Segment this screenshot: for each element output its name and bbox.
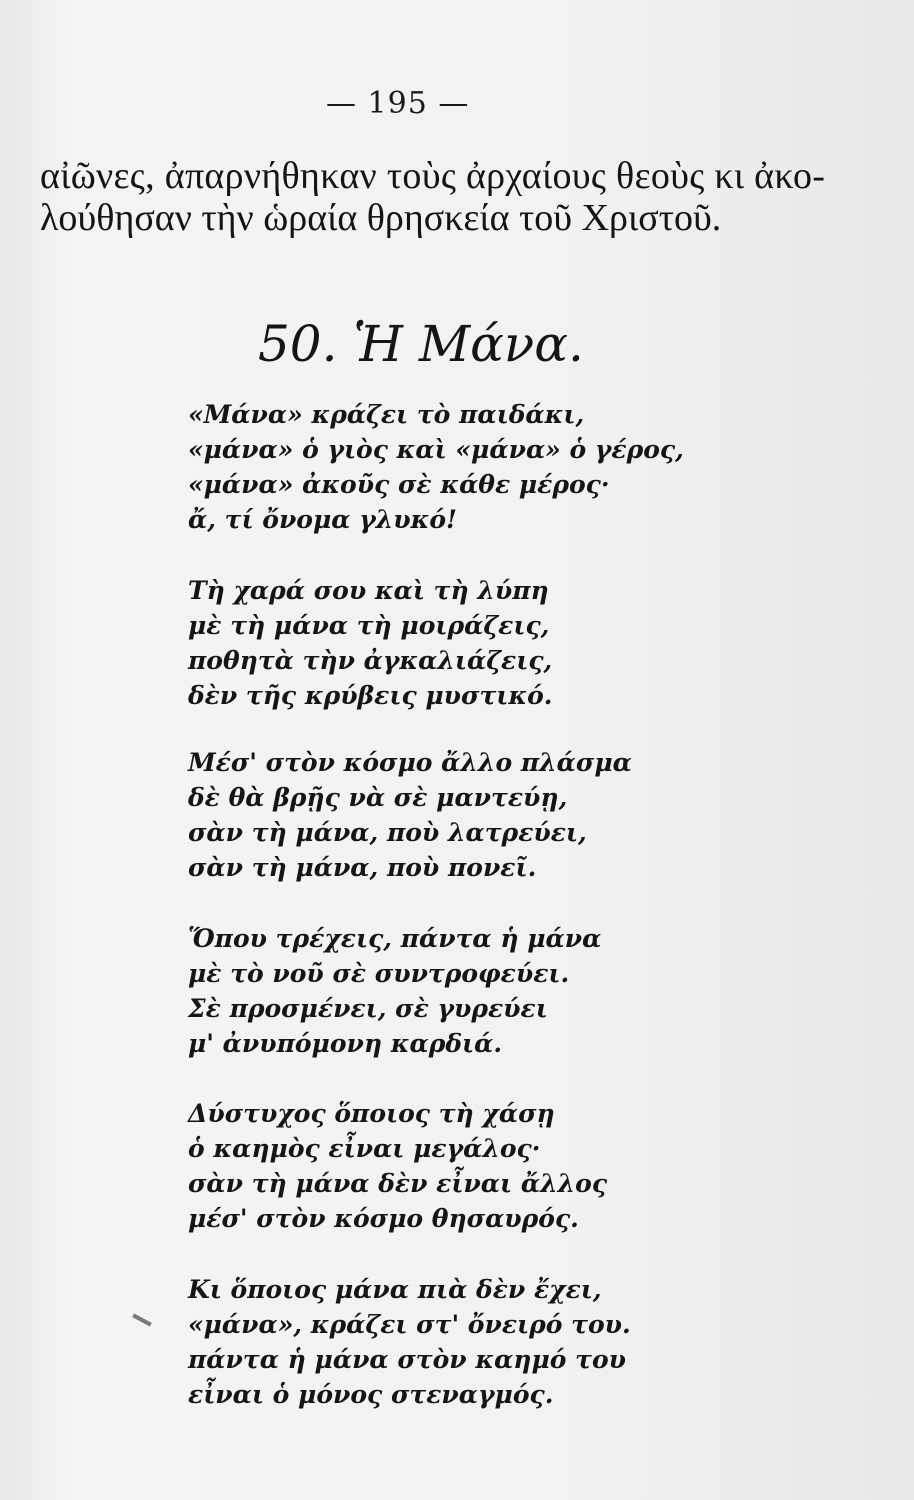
verse-line: Μέσ' στὸν κόσμο ἄλλο πλάσμα: [188, 748, 632, 777]
stanza-5: [188, 1096, 608, 1236]
stanza-3: [188, 745, 632, 885]
page-number: — 195 —: [326, 86, 470, 121]
verse-line: μ' ἀνυπόμονη καρδιά.: [188, 1029, 503, 1058]
verse-line: δὲ θὰ βρῇς νὰ σὲ μαντεύῃ,: [188, 783, 568, 812]
verse-line: σὰν τὴ μάνα δὲν εἶναι ἄλλος: [188, 1169, 608, 1198]
verse-line: ποθητὰ τὴν ἀγκαλιάζεις,: [188, 646, 553, 675]
verse-line: ἄ, τί ὄνομα γλυκό!: [188, 505, 457, 534]
verse-line: μὲ τὴ μάνα τὴ μοιράζεις,: [188, 611, 550, 640]
verse-line: Σὲ προσμένει, σὲ γυρεύει: [188, 994, 548, 1023]
verse-line: μὲ τὸ νοῦ σὲ συντροφεύει.: [188, 959, 570, 988]
verse-line: μέσ' στὸν κόσμο θησαυρός.: [188, 1204, 579, 1233]
verse-line: Κι ὅποιος μάνα πιὰ δὲν ἔχει,: [188, 1275, 602, 1304]
verse-line: Ὅπου τρέχεις, πάντα ἡ μάνα: [188, 924, 602, 953]
verse-line: «μάνα» ὁ γιὸς καὶ «μάνα» ὁ γέρος,: [188, 435, 684, 464]
poem-title: 50. Ἡ Μάνα.: [258, 315, 584, 373]
verse-line: «μάνα», κράζει στ' ὄνειρό του.: [188, 1310, 631, 1339]
verse-line: πάντα ἡ μάνα στὸν καημό του: [188, 1345, 627, 1374]
verse-line: σὰν τὴ μάνα, ποὺ λατρεύει,: [188, 818, 587, 847]
verse-line: σὰν τὴ μάνα, ποὺ πονεῖ.: [188, 853, 537, 882]
prose-line-2: λούθησαν τὴν ὡραία θρησκεία τοῦ Χριστοῦ.: [40, 197, 722, 239]
stanza-6: [188, 1272, 631, 1412]
stanza-1: [188, 397, 684, 537]
pencil-mark: [132, 1314, 152, 1327]
prose-line-1: αἰῶνες, ἀπαρνήθηκαν τοὺς ἀρχαίους θεοὺς κι ἀκο-: [40, 155, 826, 197]
stanza-4: [188, 921, 608, 1061]
verse-line: δὲν τῆς κρύβεις μυστικό.: [188, 681, 553, 710]
verse-line: ὁ καημὸς εἶναι μεγάλος·: [188, 1134, 541, 1163]
verse-line: Τὴ χαρά σου καὶ τὴ λύπη: [188, 576, 549, 605]
verse-line: εἶναι ὁ μόνος στεναγμός.: [188, 1380, 554, 1409]
verse-line: «μάνα» ἀκοῦς σὲ κάθε μέρος·: [188, 470, 610, 499]
verse-line: Δύστυχος ὅποιος τὴ χάσῃ: [188, 1099, 555, 1128]
verse-line: «Μάνα» κράζει τὸ παιδάκι,: [188, 400, 585, 429]
stanza-2: [188, 573, 608, 713]
